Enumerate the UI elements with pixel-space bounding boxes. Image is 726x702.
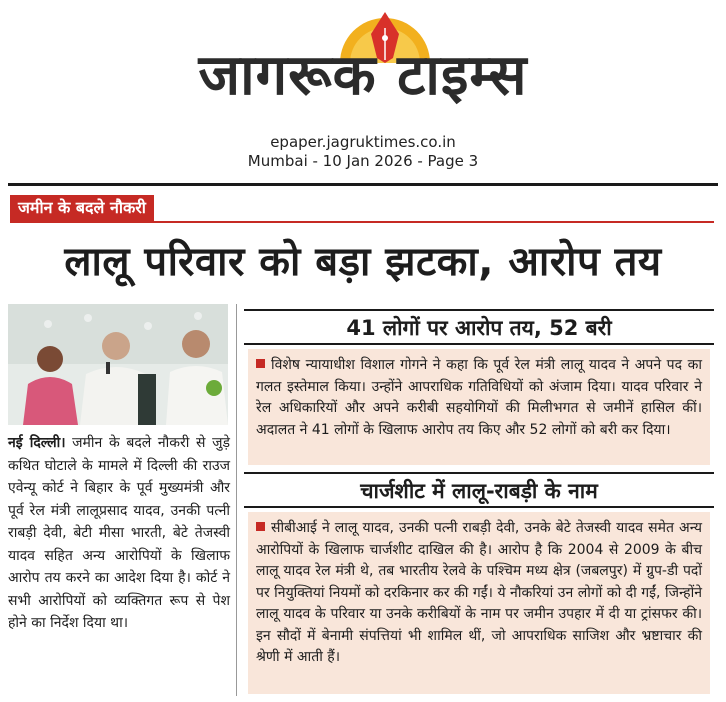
box-2-text: सीबीआई ने लालू यादव, उनकी पत्नी राबड़ी देवी, उनके बेटे तेजस्वी यादव समेत अन्य आरोपियों के खिलाफ चार्जशीट दाखिल की है। आरोप है कि 2004 से 2009 के बीच लालू यादव रेल मंत्री थे, तब भारतीय रेलवे के पश्चिम मध्य क्षेत्र (जबलपुर) में ग्रुप-डी पदों पर नियुक्तियां नियमों को दरकिनार कर की गईं। ये नौकरियां उन लोगों को दी गईं, जिन्होंने लालू यादव के परिवार या उनके करीबियों के नाम पर जमीन उपहार में दी या ट्रांसफर की। इन सौदों में बेनामी संपत्तियां भी शामिल थीं, जो आपराधिक साजिश और भ्रष्टाचार की श्रेणी में आती हैं।: [256, 520, 702, 665]
subhead-1: 41 लोगों पर आरोप तय, 52 बरी: [346, 316, 612, 340]
subhead-1-rule-bottom: [244, 343, 714, 345]
subhead-2-rule-bottom: [244, 506, 714, 508]
article-photo: [8, 304, 228, 425]
dateline: नई दिल्ली।: [8, 435, 66, 451]
masthead-title: जागरूक टाइम्स: [198, 43, 528, 108]
column-divider: [236, 304, 237, 696]
section-tag: जमीन के बदले नौकरी: [10, 195, 154, 221]
edition-line: Mumbai - 10 Jan 2026 - Page 3: [247, 152, 479, 170]
info-box-2: [248, 512, 710, 694]
info-box-1: [248, 349, 710, 465]
masthead-rule: [8, 183, 718, 186]
subhead-2: चार्जशीट में लालू-राबड़ी के नाम: [360, 479, 598, 503]
subhead-1-rule-top: [244, 309, 714, 311]
box-1-text: विशेष न्यायाधीश विशाल गोगने ने कहा कि पूर्व रेल मंत्री लालू यादव ने अपने पद का गलत इस्तेमाल किया। उन्होंने आपराधिक गतिविधियों को अंजाम दिया। यादव परिवार ने रेल अधिकारियों और अपने करीबी सहयोगियों की मिलीभगत से जमीनें हासिल कीं। अदालत ने 41 लोगों के खिलाफ आरोप तय किए और 52 लोगों को बरी कर दिया।: [256, 357, 702, 438]
section-rule: [10, 221, 714, 223]
bullet-square-icon: [256, 522, 265, 531]
headline: लालू परिवार को बड़ा झटका, आरोप तय: [64, 239, 662, 285]
article-body: [8, 432, 230, 635]
epaper-url[interactable]: epaper.jagruktimes.co.in: [270, 133, 456, 151]
bullet-square-icon: [256, 359, 265, 368]
body-text: जमीन के बदले नौकरी से जुड़े कथित घोटाले के मामले में दिल्ली की राउज एवेन्यू कोर्ट ने बिहार के पूर्व मुख्यमंत्री और पूर्व रेल मंत्री लालूप्रसाद यादव, उनकी पत्नी राबड़ी देवी, बेटी मीसा भारती, बेटे तेजस्वी यादव सहित अन्य आरोपियों के खिलाफ आरोप तय करने का आदेश दिया है। कोर्ट ने सभी आरोपियों को व्यक्तिगत रूप से पेश होने का निर्देश दिया था।: [8, 435, 231, 631]
subhead-2-rule-top: [244, 472, 714, 474]
